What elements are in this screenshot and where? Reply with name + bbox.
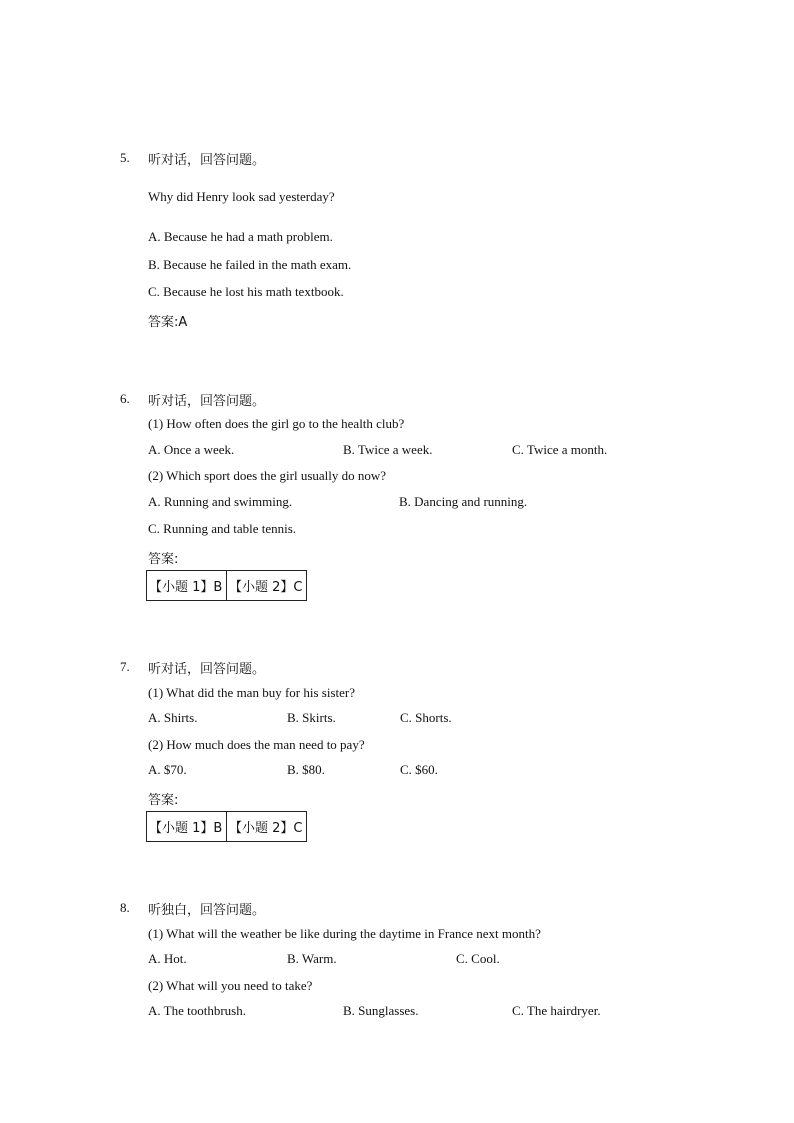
option-a: A. Once a week. bbox=[148, 442, 235, 457]
question-instruction: 听对话，回答问题。 bbox=[148, 662, 266, 677]
option-c: C. The hairdryer. bbox=[512, 1003, 601, 1018]
option-c: C. Running and table tennis. bbox=[148, 521, 297, 536]
option-c: C. Because he lost his math textbook. bbox=[148, 284, 344, 299]
sub-question-1: (1) What will the weather be like during the daytime in France next month? bbox=[148, 926, 541, 941]
answer-label: 答案: bbox=[148, 793, 179, 808]
question-number: 5. bbox=[120, 150, 130, 165]
answer-label: 答案: bbox=[148, 552, 179, 567]
question-number: 7. bbox=[120, 659, 130, 674]
option-c: C. Cool. bbox=[456, 951, 500, 966]
option-b: B. Dancing and running. bbox=[399, 494, 528, 509]
option-b: B. $80. bbox=[287, 762, 325, 777]
option-b: B. Because he failed in the math exam. bbox=[148, 257, 352, 272]
answer-cell: 【小题 2】C bbox=[227, 571, 307, 601]
answer-cell: 【小题 1】B bbox=[147, 812, 227, 842]
option-c: C. Twice a month. bbox=[512, 442, 608, 457]
answer-table bbox=[146, 570, 307, 601]
question-instruction: 听独白，回答问题。 bbox=[148, 903, 266, 918]
option-a: A. Shirts. bbox=[148, 710, 198, 725]
question-text: Why did Henry look sad yesterday? bbox=[148, 189, 335, 204]
answer-cell: 【小题 2】C bbox=[227, 812, 307, 842]
answer-cell: 【小题 1】B bbox=[147, 571, 227, 601]
sub-question-1: (1) How often does the girl go to the health club? bbox=[148, 416, 405, 431]
option-b: B. Warm. bbox=[287, 951, 337, 966]
answer-text: 答案:A bbox=[148, 315, 188, 330]
option-a: A. Hot. bbox=[148, 951, 187, 966]
question-instruction: 听对话，回答问题。 bbox=[148, 394, 266, 409]
question-instruction: 听对话，回答问题。 bbox=[148, 153, 266, 168]
sub-question-2: (2) What will you need to take? bbox=[148, 978, 313, 993]
option-a: A. Running and swimming. bbox=[148, 494, 293, 509]
option-b: B. Skirts. bbox=[287, 710, 336, 725]
sub-question-1: (1) What did the man buy for his sister? bbox=[148, 685, 355, 700]
option-a: A. The toothbrush. bbox=[148, 1003, 246, 1018]
option-c: C. $60. bbox=[400, 762, 438, 777]
option-a: A. $70. bbox=[148, 762, 187, 777]
sub-question-2: (2) Which sport does the girl usually do now? bbox=[148, 468, 387, 483]
option-b: B. Twice a week. bbox=[343, 442, 433, 457]
option-c: C. Shorts. bbox=[400, 710, 452, 725]
sub-question-2: (2) How much does the man need to pay? bbox=[148, 737, 365, 752]
question-number: 8. bbox=[120, 900, 130, 915]
question-number: 6. bbox=[120, 391, 130, 406]
option-b: B. Sunglasses. bbox=[343, 1003, 419, 1018]
option-a: A. Because he had a math problem. bbox=[148, 229, 333, 244]
answer-table bbox=[146, 811, 307, 842]
